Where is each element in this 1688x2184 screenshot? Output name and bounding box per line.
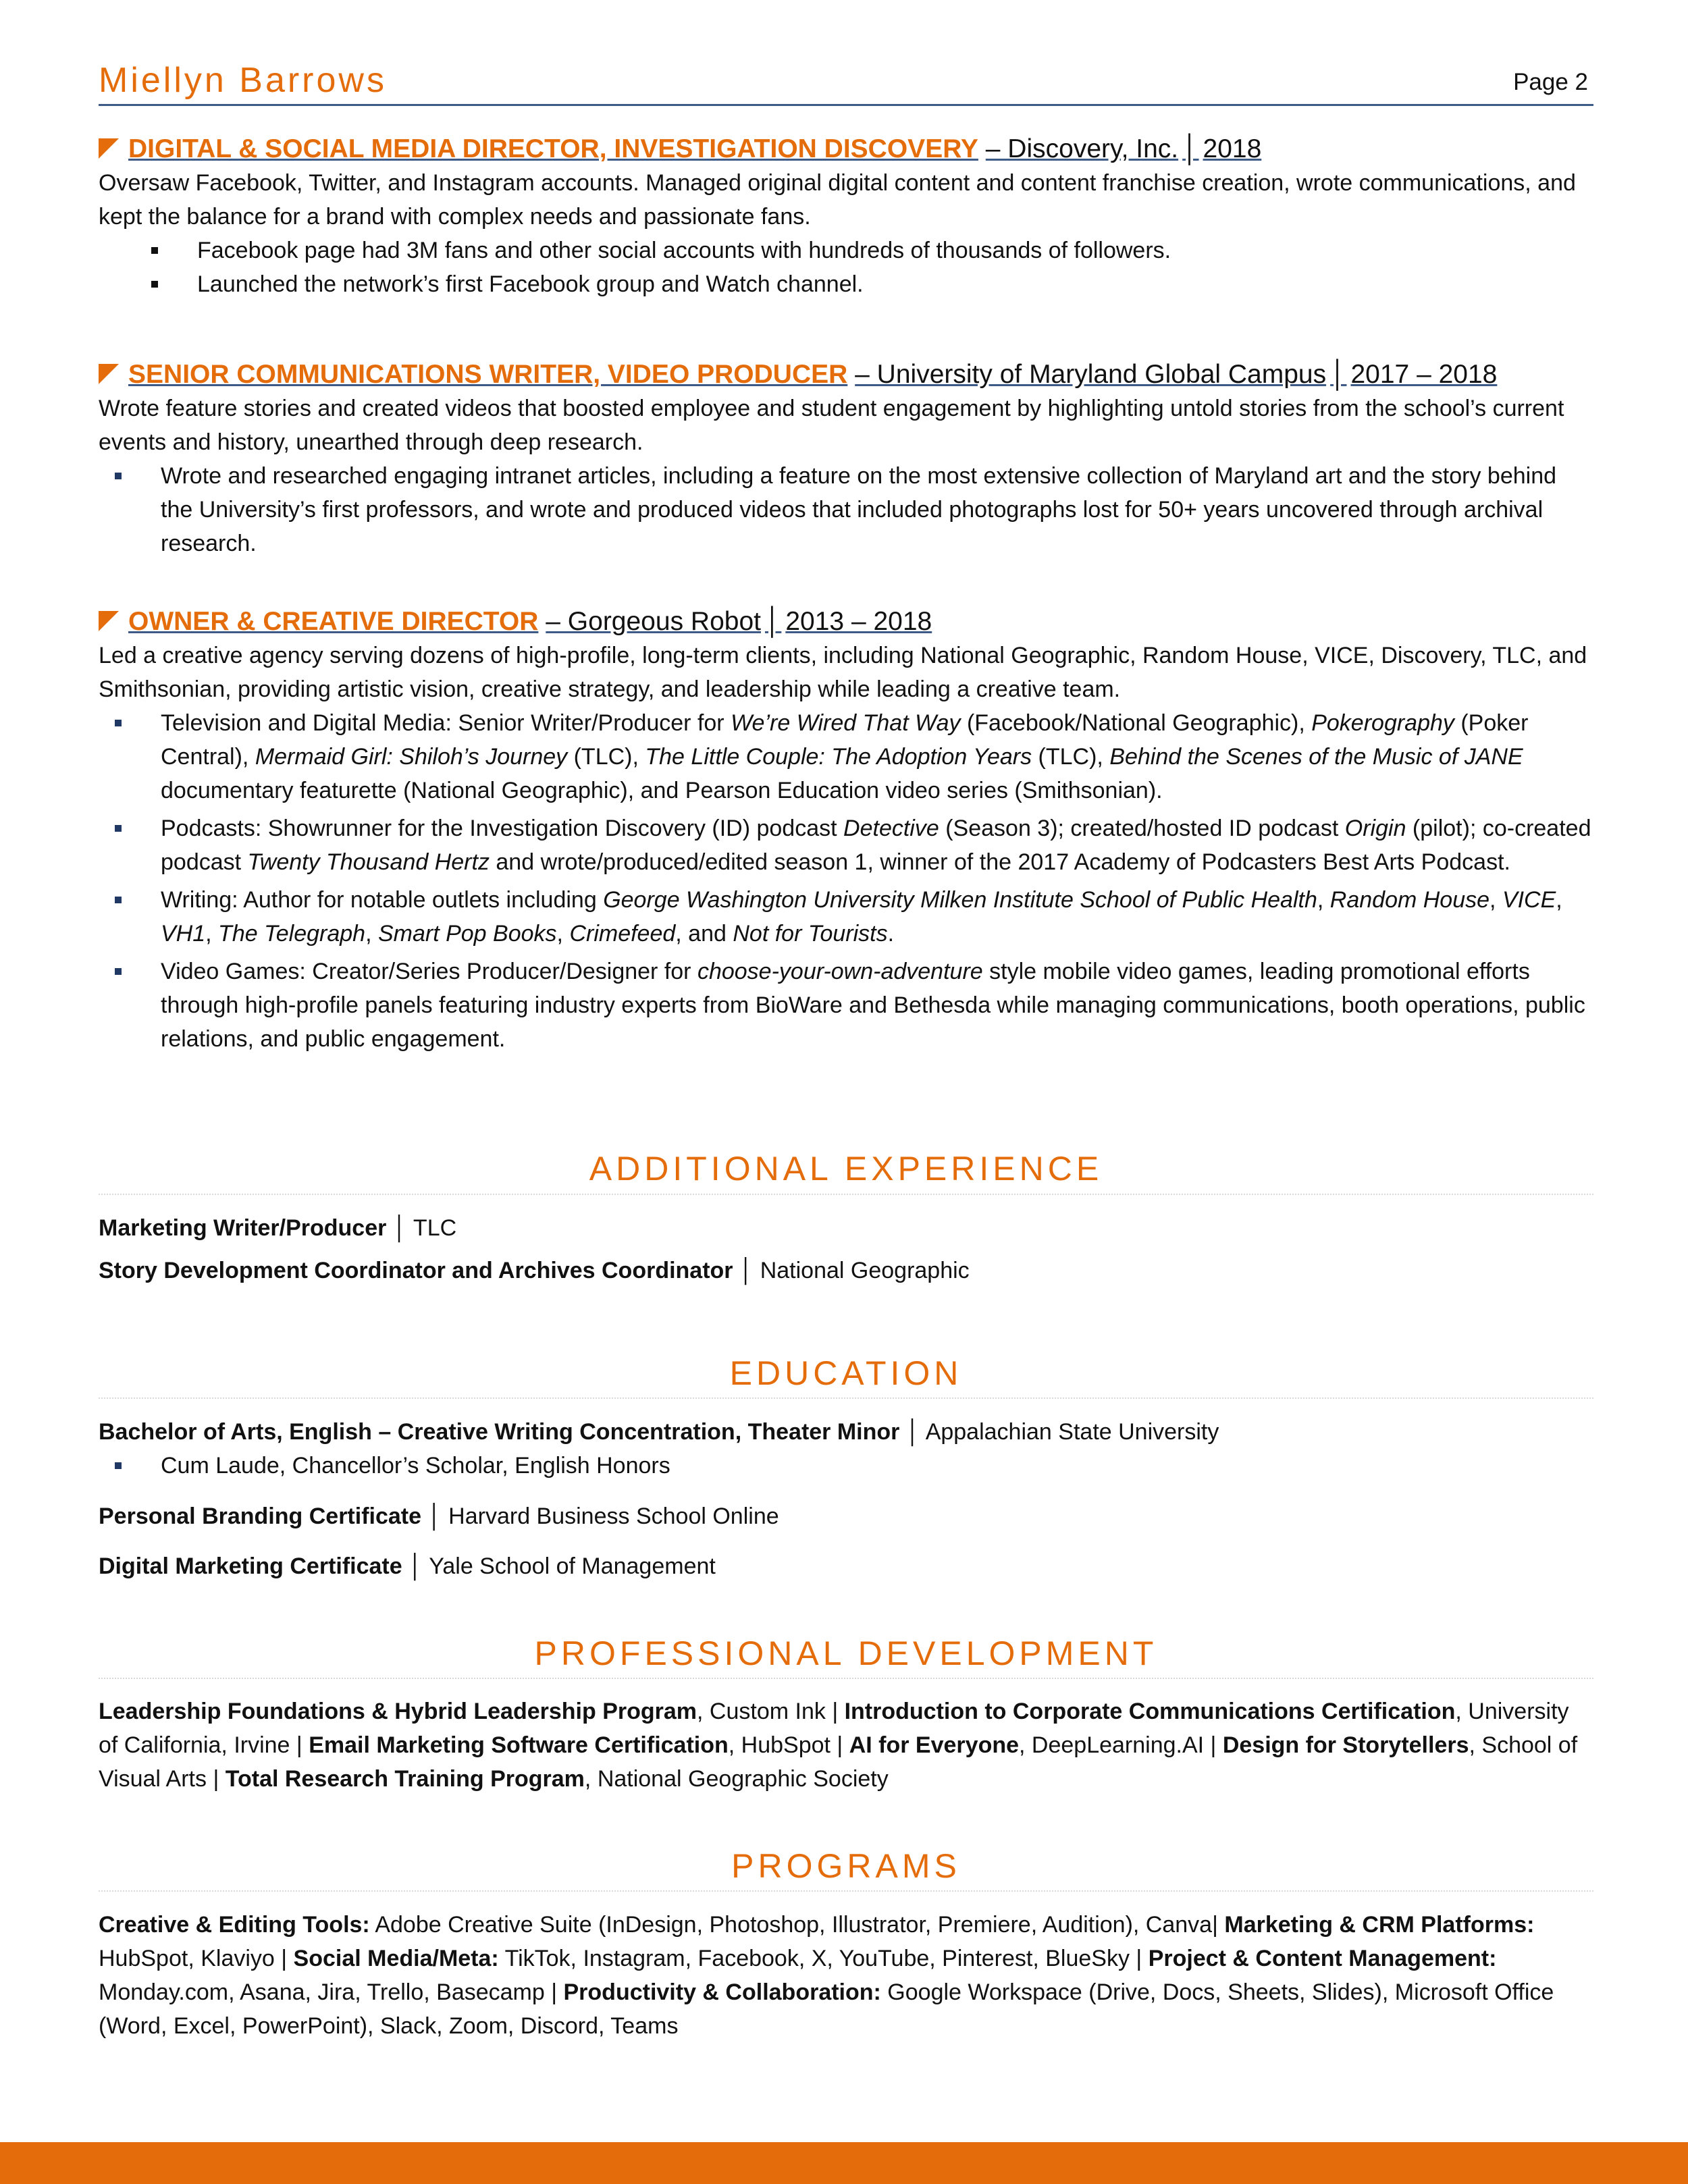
job-company: – Gorgeous Robot │ 2013 – 2018	[546, 607, 932, 636]
section-divider	[99, 1678, 1593, 1679]
job-bullets	[99, 459, 1593, 560]
job-title-line	[99, 358, 1593, 392]
degree-honors	[99, 1449, 1593, 1483]
triangle-marker-icon	[99, 611, 119, 631]
job-company: – Discovery, Inc. │ 2018	[985, 134, 1262, 163]
job-bullets	[99, 706, 1593, 1056]
triangle-marker-icon	[99, 138, 119, 159]
list-item: Television and Digital Media: Senior Writer/Producer for We’re Wired That Way (Facebook/National Geographic), Pokerography (Poker Central), Mermaid Girl: Shiloh’s Journey (TLC), The Little Couple: The Adoption Years (TLC), Behind the Scenes of the Music of JANE documentary featurette (National Geographic), and Pearson Education video series (Smithsonian).	[99, 706, 1593, 807]
job-description: Led a creative agency serving dozens of high-profile, long-term clients, including National Geographic, Random House, VICE, Discovery, TLC, and Smithsonian, providing artistic vision, creative strategy, and leadership while leading a creative team.	[99, 643, 1587, 702]
job-entry	[99, 605, 1593, 1056]
section-divider	[99, 1194, 1593, 1195]
list-item: Wrote and researched engaging intranet articles, including a feature on the most extensive collection of Maryland art and the story behind the University’s first professors, and wrote and produced videos that included photographs lost for 50+ years uncovered through archival research.	[99, 459, 1593, 560]
professional-development-text: Leadership Foundations & Hybrid Leadership Program, Custom Ink | Introduction to Corporate Communications Certification, University of California, Irvine | Email Marketing Software Certification, HubSpot | AI for Everyone, DeepLearning.AI | Design for Storytellers, School of Visual Arts | Total Research Training Program, National Geographic Society	[99, 1699, 1578, 1792]
additional-item: Story Development Coordinator and Archives Coordinator │ National Geographic	[99, 1258, 970, 1283]
job-role: OWNER & CREATIVE DIRECTOR	[128, 607, 539, 636]
list-item: Cum Laude, Chancellor’s Scholar, English Honors	[99, 1449, 1593, 1483]
job-entry	[99, 132, 1593, 301]
page-number: Page 2	[1513, 69, 1588, 95]
list-item: Writing: Author for notable outlets including George Washington University Milken Institute School of Public Health, Random House, VICE, VH1, The Telegraph, Smart Pop Books, Crimefeed, and Not for Tourists.	[99, 883, 1593, 951]
programs-text: Creative & Editing Tools: Adobe Creative Suite (InDesign, Photoshop, Illustrator, Premiere, Audition), Canva| Marketing & CRM Platforms: HubSpot, Klaviyo | Social Media/Meta: TikTok, Instagram, Facebook, X, YouTube, Pinterest, BlueSky | Project & Content Management: Monday.com, Asana, Jira, Trello, Basecamp | Productivity & Collaboration: Google Workspace (Drive, Docs, Sheets, Slides), Microsoft Office (Word, Excel, PowerPoint), Slack, Zoom, Discord, Teams	[99, 1912, 1554, 2039]
certificate-line: Digital Marketing Certificate │ Yale School of Management	[99, 1553, 716, 1579]
additional-item: Marketing Writer/Producer │ TLC	[99, 1215, 457, 1241]
page-header	[99, 59, 1593, 106]
degree-line: Bachelor of Arts, English – Creative Writing Concentration, Theater Minor │ Appalachian State University	[99, 1419, 1219, 1445]
job-title-line	[99, 605, 1593, 639]
section-heading-additional-experience: ADDITIONAL EXPERIENCE	[589, 1150, 1103, 1188]
section-heading-programs: PROGRAMS	[731, 1847, 961, 1885]
footer-bar	[0, 2142, 1688, 2184]
job-entry	[99, 358, 1593, 560]
list-item: Podcasts: Showrunner for the Investigation Discovery (ID) podcast Detective (Season 3); created/hosted ID podcast Origin (pilot); co-created podcast Twenty Thousand Hertz and wrote/produced/edited season 1, winner of the 2017 Academy of Podcasters Best Arts Podcast.	[99, 811, 1593, 879]
job-company: – University of Maryland Global Campus │ 2017 – 2018	[855, 360, 1498, 389]
job-description: Oversaw Facebook, Twitter, and Instagram accounts. Managed original digital content and content franchise creation, wrote communications, and kept the balance for a brand with complex needs and passionate fans.	[99, 170, 1576, 230]
section-heading-education: EDUCATION	[729, 1354, 963, 1392]
job-description: Wrote feature stories and created videos that boosted employee and student engagement by highlighting untold stories from the school’s current events and history, unearthed through deep research.	[99, 396, 1564, 455]
job-role: SENIOR COMMUNICATIONS WRITER, VIDEO PRODUCER	[128, 360, 848, 389]
list-item: Video Games: Creator/Series Producer/Designer for choose-your-own-adventure style mobile video games, leading promotional efforts through high-profile panels featuring industry experts from BioWare and Bethesda while managing communications, booth operations, public relations, and public engagement.	[99, 955, 1593, 1056]
triangle-marker-icon	[99, 364, 119, 384]
list-item: Launched the network’s first Facebook group and Watch channel.	[99, 267, 1593, 301]
section-divider	[99, 1890, 1593, 1892]
job-role: DIGITAL & SOCIAL MEDIA DIRECTOR, INVESTIGATION DISCOVERY	[128, 134, 978, 163]
section-heading-professional-development: PROFESSIONAL DEVELOPMENT	[534, 1634, 1158, 1672]
certificate-line: Personal Branding Certificate │ Harvard Business School Online	[99, 1503, 779, 1529]
job-title-line	[99, 132, 1593, 166]
list-item: Facebook page had 3M fans and other social accounts with hundreds of thousands of followers.	[99, 234, 1593, 267]
section-divider	[99, 1397, 1593, 1399]
candidate-name: Miellyn Barrows	[99, 61, 387, 100]
job-bullets	[99, 234, 1593, 301]
